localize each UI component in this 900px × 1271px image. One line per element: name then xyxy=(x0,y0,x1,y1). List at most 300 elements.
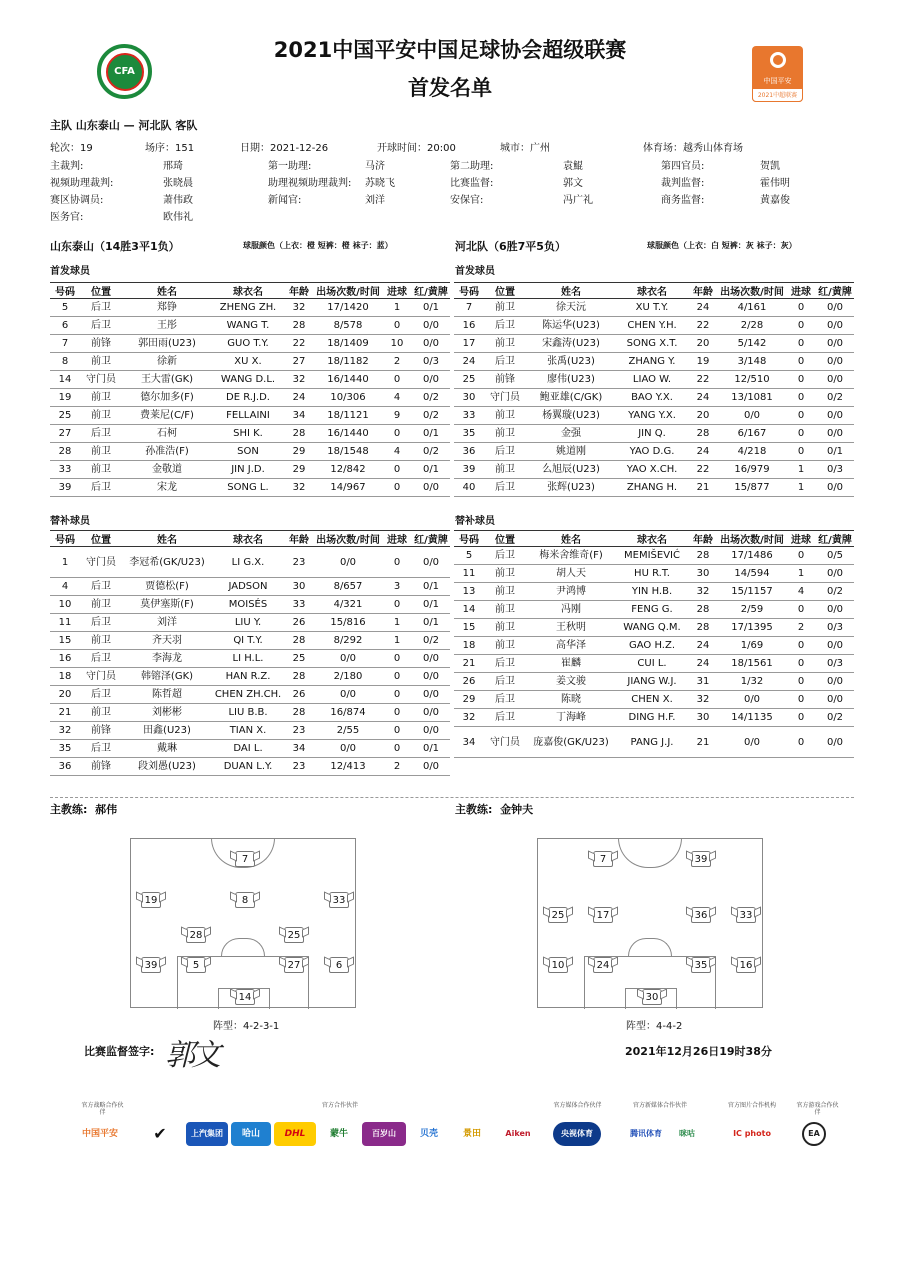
table-cell: 10 xyxy=(50,596,80,614)
table-row xyxy=(454,371,854,389)
table-cell: 0 xyxy=(786,371,816,389)
sponsor-beike: 贝壳 xyxy=(419,1129,438,1139)
column-header: 姓名 xyxy=(526,283,616,299)
table-row xyxy=(50,686,450,704)
table-cell: 16/1440 xyxy=(314,371,382,389)
player-jersey: 17 xyxy=(593,907,613,923)
table-cell: 24 xyxy=(688,389,718,407)
table-cell: 0/0 xyxy=(816,673,854,691)
away-subs-title: 替补球员 xyxy=(455,516,495,527)
table-cell: 0 xyxy=(382,425,412,443)
home-coach-name: 郝伟 xyxy=(95,803,118,816)
table-cell: 段刘愚(U23) xyxy=(122,758,212,776)
table-cell: 24 xyxy=(688,655,718,673)
official-name: 邢琦 xyxy=(163,161,183,172)
kickoff-time: 开球时间：20:00 xyxy=(377,143,456,154)
table-cell: 前卫 xyxy=(484,299,526,317)
table-cell: 后卫 xyxy=(80,740,122,758)
table-cell: 0/0 xyxy=(816,479,854,497)
table-cell: 2 xyxy=(382,758,412,776)
table-cell: 15 xyxy=(50,632,80,650)
column-header: 进球 xyxy=(382,283,412,299)
table-row xyxy=(50,407,450,425)
table-cell: 宋龙 xyxy=(122,479,212,497)
table-cell: 4/321 xyxy=(314,596,382,614)
column-header: 进球 xyxy=(786,531,816,547)
table-cell: 0/1 xyxy=(412,740,450,758)
table-cell: 0/0 xyxy=(314,650,382,668)
table-cell: 0 xyxy=(786,425,816,443)
table-cell: 1 xyxy=(382,632,412,650)
table-cell: 0/1 xyxy=(412,299,450,317)
table-cell: 0/0 xyxy=(816,691,854,709)
table-cell: 24 xyxy=(284,389,314,407)
player-jersey: 8 xyxy=(235,892,255,908)
table-cell: LIU B.B. xyxy=(212,704,284,722)
home-subs-title: 替补球员 xyxy=(50,516,90,527)
table-cell: 27 xyxy=(50,425,80,443)
sponsor-icphoto: IC photo xyxy=(733,1129,771,1138)
table-cell: 丁海峰 xyxy=(526,709,616,727)
table-cell: 守门员 xyxy=(80,668,122,686)
column-header: 出场次数/时间 xyxy=(718,283,786,299)
table-cell: 29 xyxy=(454,691,484,709)
table-cell: 16/1440 xyxy=(314,425,382,443)
home-formation: 阵型：4-2-3-1 xyxy=(213,1021,280,1032)
table-row xyxy=(50,389,450,407)
table-cell: 18/1409 xyxy=(314,335,382,353)
table-row xyxy=(454,389,854,407)
table-cell: 0 xyxy=(786,443,816,461)
table-cell: 0/0 xyxy=(816,407,854,425)
table-cell: 8 xyxy=(50,353,80,371)
table-cell: 15 xyxy=(454,619,484,637)
table-cell: 23 xyxy=(284,547,314,578)
column-header: 出场次数/时间 xyxy=(314,283,382,299)
player-jersey: 25 xyxy=(548,907,568,923)
table-cell: 32 xyxy=(284,479,314,497)
table-cell: 35 xyxy=(50,740,80,758)
sponsor-ea: EA xyxy=(802,1122,826,1146)
away-kit-colors: 球服颜色（上衣：白 短裤：灰 袜子：灰） xyxy=(647,241,797,250)
table-row xyxy=(50,317,450,335)
table-row xyxy=(50,596,450,614)
sponsor-migu: 咪咕 xyxy=(679,1129,695,1138)
table-cell: 张辉(U23) xyxy=(526,479,616,497)
player-jersey: 27 xyxy=(284,957,304,973)
table-cell: 17/1420 xyxy=(314,299,382,317)
table-cell: 1 xyxy=(786,565,816,583)
table-cell: 前卫 xyxy=(80,632,122,650)
official-label: 医务官: xyxy=(50,212,84,223)
home-kit-colors: 球服颜色（上衣：橙 短裤：橙 袜子：蓝） xyxy=(243,241,393,250)
table-cell: 后卫 xyxy=(484,479,526,497)
pitch-marking xyxy=(221,938,265,956)
table-cell: 刘洋 xyxy=(122,614,212,632)
player-jersey: 7 xyxy=(593,851,613,867)
official-name: 苏晓飞 xyxy=(365,178,395,189)
sponsor-jingtian: 景田 xyxy=(462,1129,481,1139)
official-name: 马济 xyxy=(365,161,385,172)
table-cell: 刘彬彬 xyxy=(122,704,212,722)
table-cell: ZHANG H. xyxy=(616,479,688,497)
column-header: 姓名 xyxy=(122,531,212,547)
pitch-marking xyxy=(628,938,672,956)
table-cell: 24 xyxy=(688,443,718,461)
official-label: 第二助理: xyxy=(450,161,494,172)
table-row xyxy=(454,425,854,443)
table-cell: 25 xyxy=(284,650,314,668)
official-name: 张晓晨 xyxy=(163,178,193,189)
table-cell: 12/842 xyxy=(314,461,382,479)
column-header: 球衣名 xyxy=(212,283,284,299)
table-cell: JADSON xyxy=(212,578,284,596)
column-header: 号码 xyxy=(50,283,80,299)
table-cell: 0/0 xyxy=(412,479,450,497)
table-cell: 1 xyxy=(786,479,816,497)
table-cell: 0/0 xyxy=(816,371,854,389)
table-cell: FENG G. xyxy=(616,601,688,619)
table-cell: 16/874 xyxy=(314,704,382,722)
table-cell: 8/292 xyxy=(314,632,382,650)
table-row xyxy=(454,619,854,637)
table-cell: 0 xyxy=(382,668,412,686)
table-cell: LIU Y. xyxy=(212,614,284,632)
table-cell: 鲍亚雄(C/GK) xyxy=(526,389,616,407)
table-cell: 梅米舍维奇(F) xyxy=(526,547,616,565)
table-cell: YAO D.G. xyxy=(616,443,688,461)
table-cell: 4/161 xyxy=(718,299,786,317)
table-cell: 0 xyxy=(786,691,816,709)
table-cell: 30 xyxy=(454,389,484,407)
column-header: 球衣名 xyxy=(616,531,688,547)
table-cell: 0/0 xyxy=(718,407,786,425)
table-cell: LI G.X. xyxy=(212,547,284,578)
table-cell: 张禹(U23) xyxy=(526,353,616,371)
table-cell: 0 xyxy=(382,704,412,722)
official-label: 助理视频助理裁判: xyxy=(268,178,352,189)
table-cell: 16 xyxy=(454,317,484,335)
table-cell: 后卫 xyxy=(484,443,526,461)
table-row xyxy=(454,583,854,601)
table-cell: 前卫 xyxy=(484,583,526,601)
table-cell: 28 xyxy=(284,668,314,686)
table-cell: 0 xyxy=(786,655,816,673)
table-cell: 1 xyxy=(382,299,412,317)
table-cell: 16/979 xyxy=(718,461,786,479)
table-cell: SHI K. xyxy=(212,425,284,443)
table-cell: 0/0 xyxy=(412,722,450,740)
table-row xyxy=(50,371,450,389)
table-cell: YAO X.CH. xyxy=(616,461,688,479)
table-cell: 0 xyxy=(382,371,412,389)
csl-emblem-icon xyxy=(770,52,786,68)
table-cell: 庞嘉俊(GK/U23) xyxy=(526,727,616,758)
table-row xyxy=(454,335,854,353)
table-cell: 32 xyxy=(688,691,718,709)
table-cell: 陈晓 xyxy=(526,691,616,709)
table-cell: 17/1395 xyxy=(718,619,786,637)
table-cell: 金强 xyxy=(526,425,616,443)
official-label: 主裁判: xyxy=(50,161,84,172)
table-cell: 王大雷(GK) xyxy=(122,371,212,389)
table-cell: 前锋 xyxy=(80,758,122,776)
table-cell: 7 xyxy=(50,335,80,353)
table-cell: 0/0 xyxy=(412,547,450,578)
table-cell: 24 xyxy=(688,637,718,655)
table-cell: 35 xyxy=(454,425,484,443)
csl-logo: 中国平安 2021中超联赛 xyxy=(752,46,803,102)
player-jersey: 28 xyxy=(186,927,206,943)
table-cell: 2 xyxy=(382,353,412,371)
player-jersey: 30 xyxy=(642,989,662,1005)
table-cell: 0/1 xyxy=(412,425,450,443)
table-cell: 32 xyxy=(284,371,314,389)
table-cell: 34 xyxy=(454,727,484,758)
table-row xyxy=(50,650,450,668)
table-cell: 26 xyxy=(454,673,484,691)
table-cell: 0 xyxy=(786,727,816,758)
table-cell: 前卫 xyxy=(484,601,526,619)
table-row xyxy=(50,335,450,353)
table-row xyxy=(454,601,854,619)
table-cell: 4/218 xyxy=(718,443,786,461)
table-cell: 后卫 xyxy=(80,578,122,596)
table-cell: 高华泽 xyxy=(526,637,616,655)
table-cell: DE R.J.D. xyxy=(212,389,284,407)
table-cell: 23 xyxy=(284,758,314,776)
column-header: 出场次数/时间 xyxy=(718,531,786,547)
table-cell: 0/0 xyxy=(816,565,854,583)
table-row xyxy=(50,443,450,461)
table-cell: 0/2 xyxy=(412,443,450,461)
table-cell: 32 xyxy=(454,709,484,727)
table-cell: 廖伟(U23) xyxy=(526,371,616,389)
table-cell: 0 xyxy=(786,709,816,727)
table-cell: 王彤 xyxy=(122,317,212,335)
table-cell: SON xyxy=(212,443,284,461)
table-cell: 韩镕泽(GK) xyxy=(122,668,212,686)
home-coach: 主教练: 郝伟 xyxy=(50,803,118,816)
sponsor-caption-5: 官方图片合作机构 xyxy=(727,1102,776,1109)
table-cell: 0 xyxy=(382,740,412,758)
column-header: 姓名 xyxy=(122,283,212,299)
table-cell: 0 xyxy=(786,601,816,619)
sponsor-caption-6: 官方游戏合作伙伴 xyxy=(796,1102,839,1116)
table-cell: 5 xyxy=(50,299,80,317)
table-cell: DING H.F. xyxy=(616,709,688,727)
table-cell: 0/2 xyxy=(412,632,450,650)
table-cell: 12/413 xyxy=(314,758,382,776)
table-cell: 前卫 xyxy=(484,461,526,479)
table-cell: XU X. xyxy=(212,353,284,371)
sponsor-baisuishan: 百岁山 xyxy=(362,1122,406,1146)
table-cell: 29 xyxy=(284,443,314,461)
official-label: 比赛监督: xyxy=(450,178,494,189)
table-cell: 14/594 xyxy=(718,565,786,583)
sponsor-dhl: DHL xyxy=(274,1122,316,1146)
table-cell: 14/967 xyxy=(314,479,382,497)
table-cell: 前卫 xyxy=(80,389,122,407)
table-row xyxy=(50,614,450,632)
table-cell: 后卫 xyxy=(484,691,526,709)
table-cell: 3/148 xyxy=(718,353,786,371)
away-starters-title: 首发球员 xyxy=(455,266,495,277)
table-cell: 王秋明 xyxy=(526,619,616,637)
table-cell: 后卫 xyxy=(80,650,122,668)
table-row xyxy=(454,299,854,317)
table-cell: CHEN ZH.CH. xyxy=(212,686,284,704)
table-cell: 郭田雨(U23) xyxy=(122,335,212,353)
column-header: 姓名 xyxy=(526,531,616,547)
table-cell: 6 xyxy=(50,317,80,335)
table-cell: 6/167 xyxy=(718,425,786,443)
table-cell: 29 xyxy=(284,461,314,479)
table-cell: 24 xyxy=(688,299,718,317)
table-cell: 5/142 xyxy=(718,335,786,353)
player-jersey: 39 xyxy=(691,851,711,867)
official-name: 刘洋 xyxy=(365,195,385,206)
table-cell: 后卫 xyxy=(80,299,122,317)
table-cell: 后卫 xyxy=(80,317,122,335)
sponsor-caption-3: 官方媒体合作伙伴 xyxy=(553,1102,602,1109)
table-cell: 0/3 xyxy=(816,461,854,479)
away-subs-table xyxy=(454,530,854,758)
table-cell: GUO T.Y. xyxy=(212,335,284,353)
home-team-name: 山东泰山（14胜3平1负） xyxy=(50,240,180,253)
official-name: 霍伟明 xyxy=(760,178,790,189)
table-cell: QI T.Y. xyxy=(212,632,284,650)
table-cell: ZHANG Y. xyxy=(616,353,688,371)
official-label: 裁判监督: xyxy=(661,178,705,189)
table-cell: 28 xyxy=(284,704,314,722)
document-title: 2021中国平安中国足球协会超级联赛 xyxy=(273,38,627,62)
table-cell: YIN H.B. xyxy=(616,583,688,601)
table-cell: 0/1 xyxy=(412,614,450,632)
table-cell: 21 xyxy=(688,727,718,758)
table-cell: 33 xyxy=(454,407,484,425)
table-cell: 守门员 xyxy=(484,727,526,758)
table-cell: 0/0 xyxy=(412,371,450,389)
table-cell: 李冠希(GK/U23) xyxy=(122,547,212,578)
table-cell: 0/0 xyxy=(412,335,450,353)
table-cell: 15/816 xyxy=(314,614,382,632)
table-cell: 0/0 xyxy=(816,317,854,335)
table-cell: XU T.Y. xyxy=(616,299,688,317)
table-cell: 0/0 xyxy=(314,686,382,704)
table-cell: 32 xyxy=(688,583,718,601)
table-cell: 32 xyxy=(284,299,314,317)
table-cell: 40 xyxy=(454,479,484,497)
player-jersey: 33 xyxy=(736,907,756,923)
table-cell: 后卫 xyxy=(484,547,526,565)
column-header: 位置 xyxy=(484,283,526,299)
column-header: 位置 xyxy=(484,531,526,547)
table-cell: 22 xyxy=(284,335,314,353)
table-cell: 0 xyxy=(382,461,412,479)
official-name: 欧伟礼 xyxy=(163,212,193,223)
table-cell: 0/3 xyxy=(412,353,450,371)
match-date: 日期：2021-12-26 xyxy=(240,143,329,154)
table-cell: 34 xyxy=(284,407,314,425)
table-cell: 0/0 xyxy=(314,547,382,578)
column-header: 位置 xyxy=(80,283,122,299)
table-cell: 28 xyxy=(284,632,314,650)
table-cell: 前卫 xyxy=(80,443,122,461)
table-row xyxy=(50,668,450,686)
player-jersey: 35 xyxy=(691,957,711,973)
official-label: 商务监督: xyxy=(661,195,705,206)
column-header: 红/黄牌 xyxy=(412,531,450,547)
player-jersey: 24 xyxy=(593,957,613,973)
table-cell: 30 xyxy=(688,709,718,727)
official-name: 袁鯤 xyxy=(563,161,583,172)
table-cell: TIAN X. xyxy=(212,722,284,740)
table-cell: 0/0 xyxy=(412,650,450,668)
table-cell: 11 xyxy=(50,614,80,632)
table-cell: 21 xyxy=(50,704,80,722)
sponsor-aiken: Aiken xyxy=(505,1129,531,1138)
table-cell: 陈哲超 xyxy=(122,686,212,704)
table-cell: WANG T. xyxy=(212,317,284,335)
column-header: 年龄 xyxy=(688,283,718,299)
table-cell: 杨翼璇(U23) xyxy=(526,407,616,425)
table-cell: 15/877 xyxy=(718,479,786,497)
column-header: 年龄 xyxy=(284,283,314,299)
table-row xyxy=(50,425,450,443)
table-cell: 0/3 xyxy=(816,619,854,637)
official-name: 冯广礼 xyxy=(563,195,593,206)
table-cell: 0/0 xyxy=(718,727,786,758)
table-cell: 1 xyxy=(786,461,816,479)
table-cell: 0 xyxy=(382,596,412,614)
table-cell: 31 xyxy=(688,673,718,691)
sponsor-caption-4: 官方新媒体合作伙伴 xyxy=(632,1102,687,1109)
column-header: 球衣名 xyxy=(616,283,688,299)
table-cell: FELLAINI xyxy=(212,407,284,425)
table-cell: 0 xyxy=(382,317,412,335)
away-formation-pitch xyxy=(537,838,763,1008)
sponsor-mengniu: 蒙牛 xyxy=(329,1129,348,1139)
table-cell: 后卫 xyxy=(80,479,122,497)
table-cell: 14 xyxy=(454,601,484,619)
table-cell: 费莱尼(C/F) xyxy=(122,407,212,425)
table-cell: 0 xyxy=(786,317,816,335)
table-cell: 石柯 xyxy=(122,425,212,443)
table-cell: 23 xyxy=(284,722,314,740)
table-cell: 13 xyxy=(454,583,484,601)
table-cell: 前卫 xyxy=(80,407,122,425)
table-cell: 2/59 xyxy=(718,601,786,619)
table-cell: 姚道刚 xyxy=(526,443,616,461)
home-starters-table xyxy=(50,282,450,497)
table-cell: 0/3 xyxy=(816,655,854,673)
sponsor-cctv: 央视体育 xyxy=(553,1122,601,1146)
sponsor-nike: ✔ xyxy=(153,1124,167,1143)
table-row xyxy=(50,578,450,596)
table-cell: 前卫 xyxy=(484,335,526,353)
table-cell: 齐天羽 xyxy=(122,632,212,650)
table-cell: 后卫 xyxy=(484,353,526,371)
table-cell: MOISÉS xyxy=(212,596,284,614)
table-cell: GAO H.Z. xyxy=(616,637,688,655)
table-cell: 26 xyxy=(284,614,314,632)
table-cell: LIAO W. xyxy=(616,371,688,389)
table-cell: 后卫 xyxy=(484,655,526,673)
table-cell: 9 xyxy=(382,407,412,425)
cfa-logo: CFA xyxy=(97,44,152,99)
table-cell: JIANG W.J. xyxy=(616,673,688,691)
